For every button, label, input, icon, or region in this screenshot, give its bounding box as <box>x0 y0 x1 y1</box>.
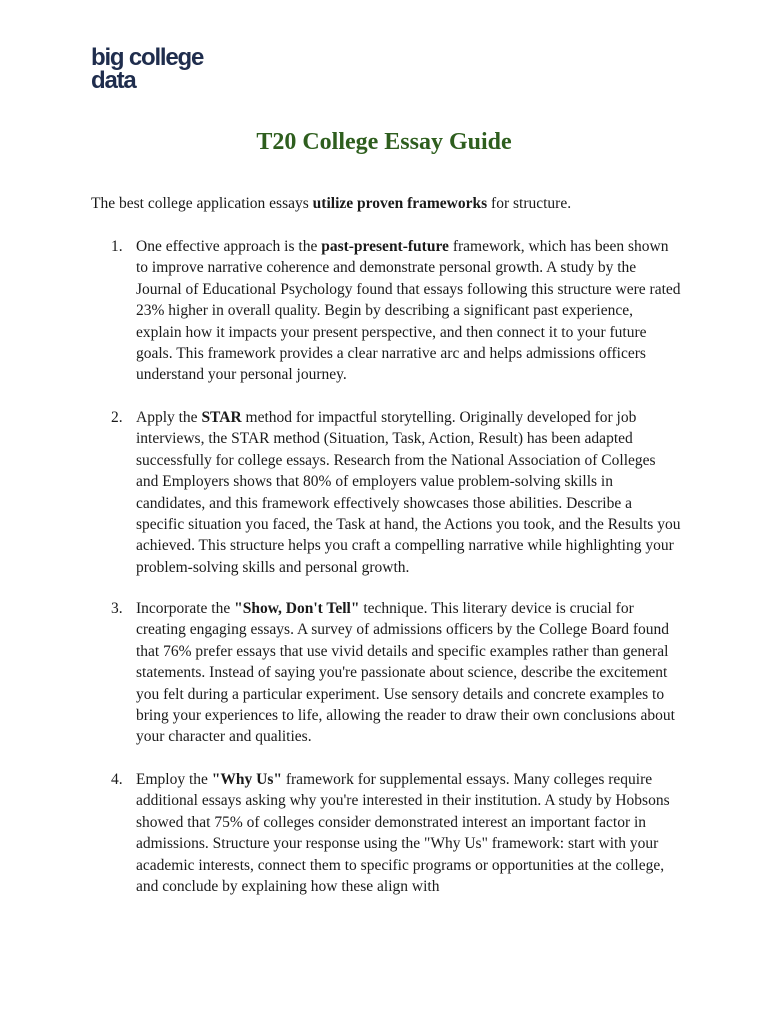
list-item-text-after: framework, which has been shown to improve narrative coherence and demonstrate personal growth. A study by the Journal of Educational Psychology found that essays following this structure were rated 23% higher in overall quality. Begin by describing a significant past experience, explain how it impacts your present perspective, and then connect it to your future goals. This framework provides a clear narrative arc and helps admissions officers understand your personal journey. <box>136 238 681 384</box>
list-item-text-before: One effective approach is the <box>136 238 322 255</box>
brand-logo <box>91 46 203 92</box>
list-item-keyword: "Show, Don't Tell" <box>234 600 360 617</box>
list-item-text-before: Employ the <box>136 771 212 788</box>
list-item-text-after: technique. This literary device is crucial for creating engaging essays. A survey of admissions officers by the College Board found that 76% prefer essays that use vivid details and specific examples rather than general statements. Instead of saying you're passionate about science, describe the excitement you felt during a particular experiment. Use sensory details and concrete examples to bring your experiences to life, allowing the reader to draw their own conclusions about your character and qualities. <box>136 600 675 746</box>
list-item-keyword: STAR <box>201 409 242 426</box>
list-item-keyword: past-present-future <box>321 238 449 255</box>
intro-paragraph <box>91 193 691 214</box>
list-item-number: 2. <box>111 409 123 426</box>
list-item-text-before: Apply the <box>136 409 202 426</box>
logo-line-1: big college <box>91 44 204 71</box>
list-item <box>91 236 691 386</box>
list-item <box>91 769 691 897</box>
list-item-text-after: framework for supplemental essays. Many colleges require additional essays asking why you're interested in their institution. A study by Hobsons showed that 75% of colleges consider demonstrated interest an important factor in admissions. Structure your response using the "Why Us" framework: start with your academic interests, connect them to specific programs or opportunities at the college, and conclude by explaining how these align with <box>136 771 670 896</box>
list-item-number: 1. <box>111 238 123 255</box>
list-item-text <box>136 598 681 748</box>
list-item-text-after: method for impactful storytelling. Originally developed for job interviews, the STAR method (Situation, Task, Action, Result) has been adapted successfully for college essays. Research from the National Association of Colleges and Employers shows that 80% of employers value problem-solving skills in candidates, and this framework effectively showcases those abilities. Describe a specific situation you faced, the Task at hand, the Actions you took, and the Results you achieved. This structure helps you craft a compelling narrative while highlighting your problem-solving skills and personal growth. <box>136 409 681 576</box>
list-item-text-before: Incorporate the <box>136 600 235 617</box>
list-item-keyword: "Why Us" <box>211 771 282 788</box>
intro-text-bold: utilize proven frameworks <box>312 195 488 212</box>
list-item-number: 4. <box>111 771 123 788</box>
list-item-number: 3. <box>111 600 123 617</box>
list-item-text <box>136 236 681 386</box>
logo-line-2: data <box>91 67 136 94</box>
list-item <box>91 407 691 578</box>
list-item <box>91 598 691 748</box>
list-item-text <box>136 407 681 578</box>
intro-text-after: for structure. <box>487 195 572 212</box>
page-title: T20 College Essay Guide <box>256 129 512 155</box>
intro-text-before: The best college application essays <box>91 195 313 212</box>
list-item-text <box>136 769 681 897</box>
